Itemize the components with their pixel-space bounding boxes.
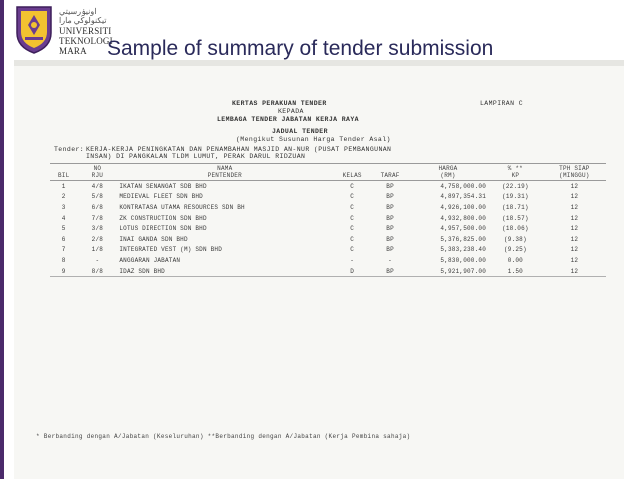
doc-heading-kertas: KERTAS PERAKUAN TENDER xyxy=(232,100,327,107)
col-tph-siap: TPH SIAP (MINGGU) xyxy=(543,164,606,181)
cell-harga: 5,830,000.00 xyxy=(440,256,486,264)
cell-percent-kp: (18.06) xyxy=(502,225,529,233)
logo-line-1: UNIVERSITI xyxy=(59,26,112,36)
cell-taraf: BP xyxy=(386,225,394,233)
cell-kelas: - xyxy=(350,256,355,264)
cell-kelas: C xyxy=(350,214,355,222)
tender-row xyxy=(50,181,606,192)
cell-taraf: BP xyxy=(372,266,408,277)
cell-tph-siap: 12 xyxy=(570,193,579,201)
cell-tph-siap: 12 xyxy=(543,266,606,277)
cell-nama-pentender: MEDIEVAL FLEET SDN BHD xyxy=(119,193,203,201)
tender-row xyxy=(50,255,606,266)
cell-nama-pentender: IKATAN SENANGAT SDB BHD xyxy=(119,182,207,190)
cell-kelas: C xyxy=(350,246,355,254)
doc-heading-kepada: KEPADA xyxy=(278,108,304,115)
cell-taraf: BP xyxy=(386,214,394,222)
cell-tph-siap: 12 xyxy=(570,182,579,190)
cell-no-rju: - xyxy=(95,256,100,264)
col-nama-pentender: NAMA PENTENDER xyxy=(117,164,332,181)
cell-bil: 6 xyxy=(61,235,66,243)
cell-harga: 4,932,800.00 xyxy=(440,214,486,222)
col-no-rju: NO RJU xyxy=(77,164,117,181)
cell-kelas: D xyxy=(332,266,372,277)
cell-percent-kp: (19.31) xyxy=(502,193,529,201)
tender-table-header xyxy=(50,164,606,181)
doc-heading-jadual: JADUAL TENDER xyxy=(272,128,328,135)
cell-percent-kp: 1.50 xyxy=(488,266,543,277)
cell-bil: 4 xyxy=(61,214,66,222)
cell-percent-kp: (9.38) xyxy=(503,235,527,243)
cell-no-rju: 2/8 xyxy=(91,235,104,243)
col-taraf: TARAF xyxy=(372,164,408,181)
cell-taraf: BP xyxy=(386,246,394,254)
tender-row xyxy=(50,266,606,277)
cell-bil: 3 xyxy=(61,203,66,211)
cell-percent-kp: 0.00 xyxy=(507,256,523,264)
doc-footnote: * Berbanding dengan A/Jabatan (Keseluruhan) **Berbanding dengan A/Jabatan (Kerja Pembina sahaja) xyxy=(36,433,411,440)
doc-lampiran: LAMPIRAN C xyxy=(480,100,524,107)
tender-table xyxy=(50,163,606,277)
cell-percent-kp: (18.71) xyxy=(502,203,529,211)
tender-row xyxy=(50,202,606,213)
doc-tender-line2: INSAN) DI PANGKALAN TLDM LUMUT, PERAK DARUL RIDZUAN xyxy=(86,153,306,160)
cell-percent-kp: (22.19) xyxy=(502,182,529,190)
cell-no-rju: 1/8 xyxy=(91,246,104,254)
cell-tph-siap: 12 xyxy=(570,246,579,254)
cell-no-rju: 4/8 xyxy=(91,182,104,190)
cell-nama-pentender: INTEGRATED VEST (M) SDN BHD xyxy=(119,246,222,254)
uitm-crest-icon xyxy=(13,3,55,55)
cell-no-rju: 3/8 xyxy=(91,225,104,233)
doc-heading-susunan: (Mengikut Susunan Harga Tender Asal) xyxy=(236,136,391,143)
doc-tender-line1: KERJA-KERJA PENINGKATAN DAN PENAMBAHAN MASJID AN-NUR (PUSAT PEMBANGUNAN xyxy=(86,146,392,153)
tender-row xyxy=(50,245,606,256)
scanned-document xyxy=(14,60,624,479)
side-accent-bar xyxy=(0,0,4,479)
cell-harga: 5,921,907.00 xyxy=(408,266,488,277)
cell-bil: 8 xyxy=(61,256,66,264)
cell-harga: 4,926,100.00 xyxy=(440,203,486,211)
cell-taraf: BP xyxy=(386,203,394,211)
cell-taraf: BP xyxy=(386,182,394,190)
cell-tph-siap: 12 xyxy=(570,225,579,233)
col-harga: HARGA (RM) xyxy=(408,164,488,181)
cell-bil: 1 xyxy=(61,182,66,190)
cell-bil: 7 xyxy=(61,246,66,254)
cell-percent-kp: (9.25) xyxy=(503,246,527,254)
col-kelas: KELAS xyxy=(332,164,372,181)
doc-tender-label: Tender: xyxy=(54,146,85,153)
col-bil: BIL xyxy=(50,164,77,181)
cell-bil: 9 xyxy=(50,266,77,277)
cell-harga: 5,383,238.40 xyxy=(440,246,486,254)
col-percent-kp: % ** KP xyxy=(488,164,543,181)
logo-jawi-text: اونيۏرسيتي تيكنولوڬي مارا xyxy=(59,7,107,25)
cell-nama-pentender: KONTRATASA UTAMA RESOURCES SDN BH xyxy=(119,203,245,211)
cell-kelas: C xyxy=(350,235,355,243)
cell-tph-siap: 12 xyxy=(570,235,579,243)
cell-nama-pentender: ZK CONSTRUCTION SDN BHD xyxy=(119,214,207,222)
cell-nama-pentender: ANGGARAN JABATAN xyxy=(119,256,181,264)
cell-nama-pentender: INAI GANDA SDN BHD xyxy=(119,235,188,243)
cell-bil: 5 xyxy=(61,225,66,233)
tender-row xyxy=(50,234,606,245)
tender-row xyxy=(50,213,606,224)
cell-harga: 5,376,825.00 xyxy=(440,235,486,243)
cell-kelas: C xyxy=(350,182,355,190)
cell-harga: 4,897,354.31 xyxy=(440,193,486,201)
tender-row xyxy=(50,223,606,234)
cell-kelas: C xyxy=(350,193,355,201)
cell-kelas: C xyxy=(350,225,355,233)
cell-tph-siap: 12 xyxy=(570,256,579,264)
cell-percent-kp: (18.57) xyxy=(502,214,529,222)
cell-no-rju: 5/8 xyxy=(91,193,104,201)
cell-taraf: BP xyxy=(386,193,394,201)
doc-heading-lembaga: LEMBAGA TENDER JABATAN KERJA RAYA xyxy=(217,116,359,123)
cell-tph-siap: 12 xyxy=(570,203,579,211)
logo-line-3: MARA xyxy=(59,46,87,56)
tender-row xyxy=(50,192,606,203)
cell-no-rju: 6/8 xyxy=(91,203,104,211)
cell-harga: 4,957,500.00 xyxy=(440,225,486,233)
cell-taraf: BP xyxy=(386,235,394,243)
cell-nama-pentender: LOTUS DIRECTION SDN BHD xyxy=(119,225,207,233)
cell-kelas: C xyxy=(350,203,355,211)
cell-bil: 2 xyxy=(61,193,66,201)
logo-line-2: TEKNOLOGI xyxy=(59,36,113,46)
cell-no-rju: 7/8 xyxy=(91,214,104,222)
cell-harga: 4,758,000.00 xyxy=(440,182,486,190)
cell-tph-siap: 12 xyxy=(570,214,579,222)
slide-title: Sample of summary of tender submission xyxy=(107,37,494,60)
cell-nama-pentender: IDAZ SDN BHD xyxy=(117,266,332,277)
cell-no-rju: 8/8 xyxy=(77,266,117,277)
cell-taraf: - xyxy=(388,256,392,264)
